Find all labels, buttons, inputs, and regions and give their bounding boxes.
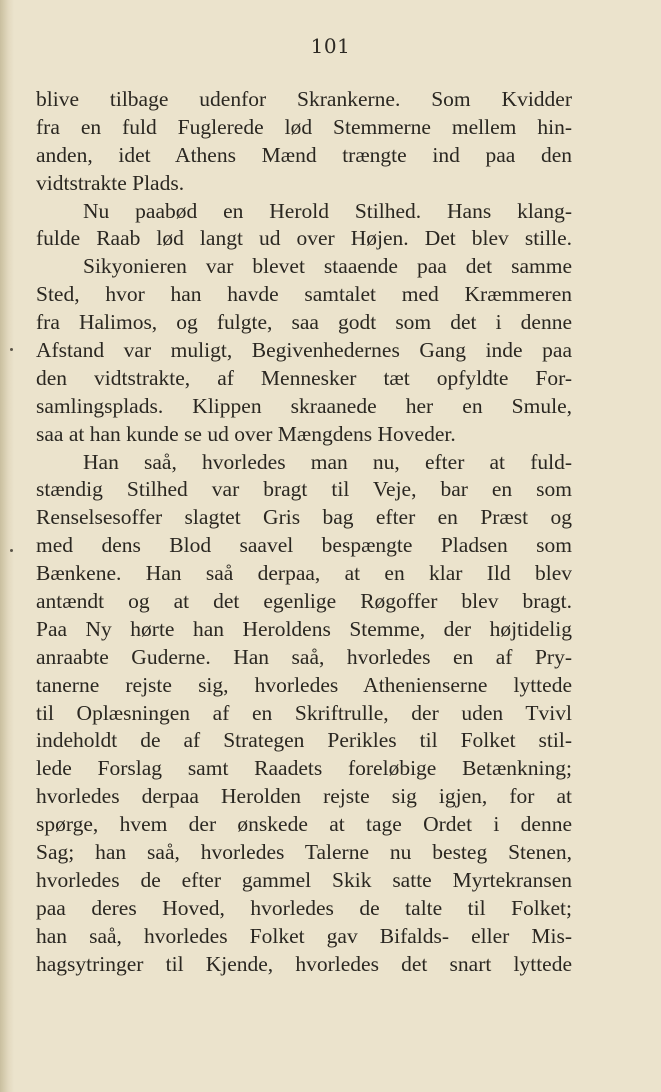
text-line: Sted, hvor han havde samtalet med Kræmmeren: [36, 282, 572, 307]
text-line: hvorledes de efter gammel Skik satte Myrtekransen: [36, 867, 572, 892]
text-line: tanerne rejste sig, hvorledes Athenienserne lyttede: [36, 672, 572, 697]
text-line: anden, idet Athens Mænd trængte ind paa den: [36, 142, 572, 167]
text-line: hvorledes derpaa Herolden rejste sig igjen, for at: [36, 784, 572, 809]
text-line: fra Halimos, og fulgte, saa godt som det i denne: [36, 310, 572, 335]
text-line: med dens Blod saavel bespængte Pladsen som: [36, 533, 572, 558]
text-line: Han saå, hvorledes man nu, efter at fuld-: [83, 449, 572, 474]
text-line: Bænkene. Han saå derpaa, at en klar Ild blev: [36, 561, 572, 586]
page-number: 101: [310, 34, 351, 58]
text-line: fulde Raab lød langt ud over Højen. Det blev stille.: [36, 226, 572, 251]
ink-speck: [10, 549, 13, 552]
text-line: den vidtstrakte, af Mennesker tæt opfyldte For-: [36, 365, 572, 390]
text-line: stændig Stilhed var bragt til Veje, bar en som: [36, 477, 572, 502]
text-line: antændt og at det egenlige Røgoffer blev bragt.: [36, 589, 572, 614]
text-line: paa deres Hoved, hvorledes de talte til Folket;: [36, 895, 572, 920]
text-line: lede Forslag samt Raadets foreløbige Betænkning;: [36, 756, 572, 781]
text-line: Nu paabød en Herold Stilhed. Hans klang-: [83, 198, 572, 223]
text-line: til Oplæsningen af en Skriftrulle, der uden Tvivl: [36, 700, 572, 725]
text-line: blive tilbage udenfor Skrankerne. Som Kvidder: [36, 87, 572, 111]
text-line: fra en fuld Fuglerede lød Stemmerne mellem hin-: [36, 114, 572, 139]
text-line: Renselsesoffer slagtet Gris bag efter en Præst og: [36, 505, 572, 530]
page-edge-shadow: [0, 0, 14, 1092]
text-line: han saå, hvorledes Folket gav Bifalds- eller Mis-: [36, 923, 572, 948]
text-line: Sag; han saå, hvorledes Talerne nu besteg Stenen,: [36, 840, 572, 865]
ink-speck: [10, 348, 13, 351]
text-line: vidtstrakte Plads.: [36, 170, 185, 195]
body-text: [36, 86, 572, 979]
text-line: Paa Ny hørte han Heroldens Stemme, der højtidelig: [36, 616, 572, 641]
text-line: spørge, hvem der ønskede at tage Ordet i denne: [36, 812, 572, 837]
text-line: samlingsplads. Klippen skraanede her en Smule,: [36, 393, 572, 418]
text-line: Sikyonieren var blevet staaende paa det samme: [83, 254, 572, 279]
text-line: Afstand var muligt, Begivenhedernes Gang inde paa: [36, 338, 572, 363]
text-line: anraabte Guderne. Han saå, hvorledes en af Pry-: [36, 644, 572, 669]
text-line: hagsytringer til Kjende, hvorledes det snart lyttede: [36, 951, 572, 976]
text-line: saa at han kunde se ud over Mængdens Hoveder.: [36, 421, 456, 446]
text-line: indeholdt de af Strategen Perikles til Folket stil-: [36, 728, 572, 753]
